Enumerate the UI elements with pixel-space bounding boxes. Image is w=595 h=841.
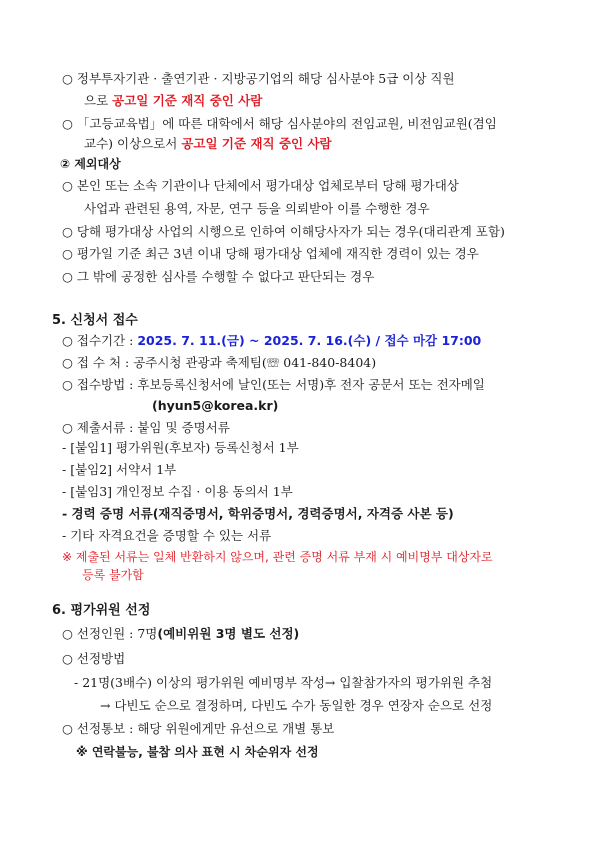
submission-notice-line-2: 등록 불가함	[82, 568, 144, 582]
exclusion-item-3: ○ 평가일 기준 최근 3년 이내 당해 평가대상 업체에 재직한 경력이 있는 경우	[62, 246, 479, 261]
exclusion-item-4: ○ 그 밖에 공정한 심사를 수행할 수 없다고 판단되는 경우	[62, 269, 375, 284]
qualification-item-2-highlight: 공고일 기준 재직 중인 사람	[181, 136, 332, 151]
application-method-line-1: ○ 접수방법 : 후보등록신청서에 날인(또는 서명)후 전자 공문서 또는 전자메일	[62, 377, 485, 392]
qualification-item-2-prefix: 교수) 이상으로서	[84, 136, 182, 151]
document-item-5: - 기타 자격요건을 증명할 수 있는 서류	[62, 528, 272, 543]
application-period	[62, 333, 481, 349]
selection-count-reserve: (예비위원 3명 별도 선정)	[157, 626, 300, 641]
selection-notification: ○ 선정통보 : 해당 위원에게만 유선으로 개별 통보	[62, 721, 335, 736]
documents-label: ○ 제출서류 : 붙임 및 증명서류	[62, 420, 230, 435]
document-item-3: - [붙임3] 개인정보 수집 · 이용 동의서 1부	[62, 484, 293, 499]
selection-count	[62, 626, 299, 642]
section-5-heading: 5. 신청서 접수	[52, 313, 138, 328]
selection-method-line-2: → 다빈도 순으로 결정하며, 다빈도 수가 동일한 경우 연장자 순으로 선정	[100, 698, 493, 713]
document-item-2: - [붙임2] 서약서 1부	[62, 462, 177, 477]
qualification-item-1-prefix: 으로	[84, 93, 113, 108]
qualification-item-1-line-2	[84, 93, 262, 109]
qualification-item-2-line-1: ○ 「고등교육법」에 따른 대학에서 해당 심사분야의 전임교원, 비전임교원(겸임	[62, 116, 497, 131]
document-item-4: - 경력 증명 서류(재직증명서, 학위증명서, 경력증명서, 자격증 사본 등)	[62, 506, 454, 521]
exclusion-item-1-line-2: 사업과 관련된 용역, 자문, 연구 등을 의뢰받아 이를 수행한 경우	[84, 201, 430, 216]
selection-count-label: ○ 선정인원 : 7명	[62, 626, 158, 641]
application-period-label: ○ 접수기간 :	[62, 333, 138, 348]
document-item-1: - [붙임1] 평가위원(후보자) 등록신청서 1부	[62, 440, 299, 455]
exclusion-heading: ② 제외대상	[60, 157, 121, 171]
selection-method-line-1: - 21명(3배수) 이상의 평가위원 예비명부 작성→ 입찰참가자의 평가위원 추첨	[74, 675, 493, 690]
qualification-item-2-line-2	[84, 136, 332, 152]
qualification-item-1-line-1: ○ 정부투자기관 · 출연기관 · 지방공기업의 해당 심사분야 5급 이상 직원	[62, 71, 455, 86]
exclusion-item-1-line-1: ○ 본인 또는 소속 기관이나 단체에서 평가대상 업체로부터 당해 평가대상	[62, 178, 459, 193]
exclusion-item-2: ○ 당해 평가대상 사업의 시행으로 인하여 이해당사자가 되는 경우(대리관계 포함)	[62, 224, 505, 239]
qualification-item-1-highlight: 공고일 기준 재직 중인 사람	[112, 93, 263, 108]
application-period-value: 2025. 7. 11.(금) ~ 2025. 7. 16.(수) / 접수 마감 17:00	[137, 333, 482, 348]
application-place: ○ 접 수 처 : 공주시청 관광과 축제팀(☏ 041-840-8404)	[62, 355, 377, 370]
section-6-heading: 6. 평가위원 선정	[52, 603, 151, 618]
submission-notice-line-1: ※ 제출된 서류는 일체 반환하지 않으며, 관련 증명 서류 부재 시 예비명부 대상자로	[62, 550, 493, 564]
selection-method-label: ○ 선정방법	[62, 651, 126, 666]
application-email: (hyun5@korea.kr)	[152, 398, 279, 413]
selection-notification-note: ※ 연락불능, 불참 의사 표현 시 차순위자 선정	[76, 745, 319, 759]
